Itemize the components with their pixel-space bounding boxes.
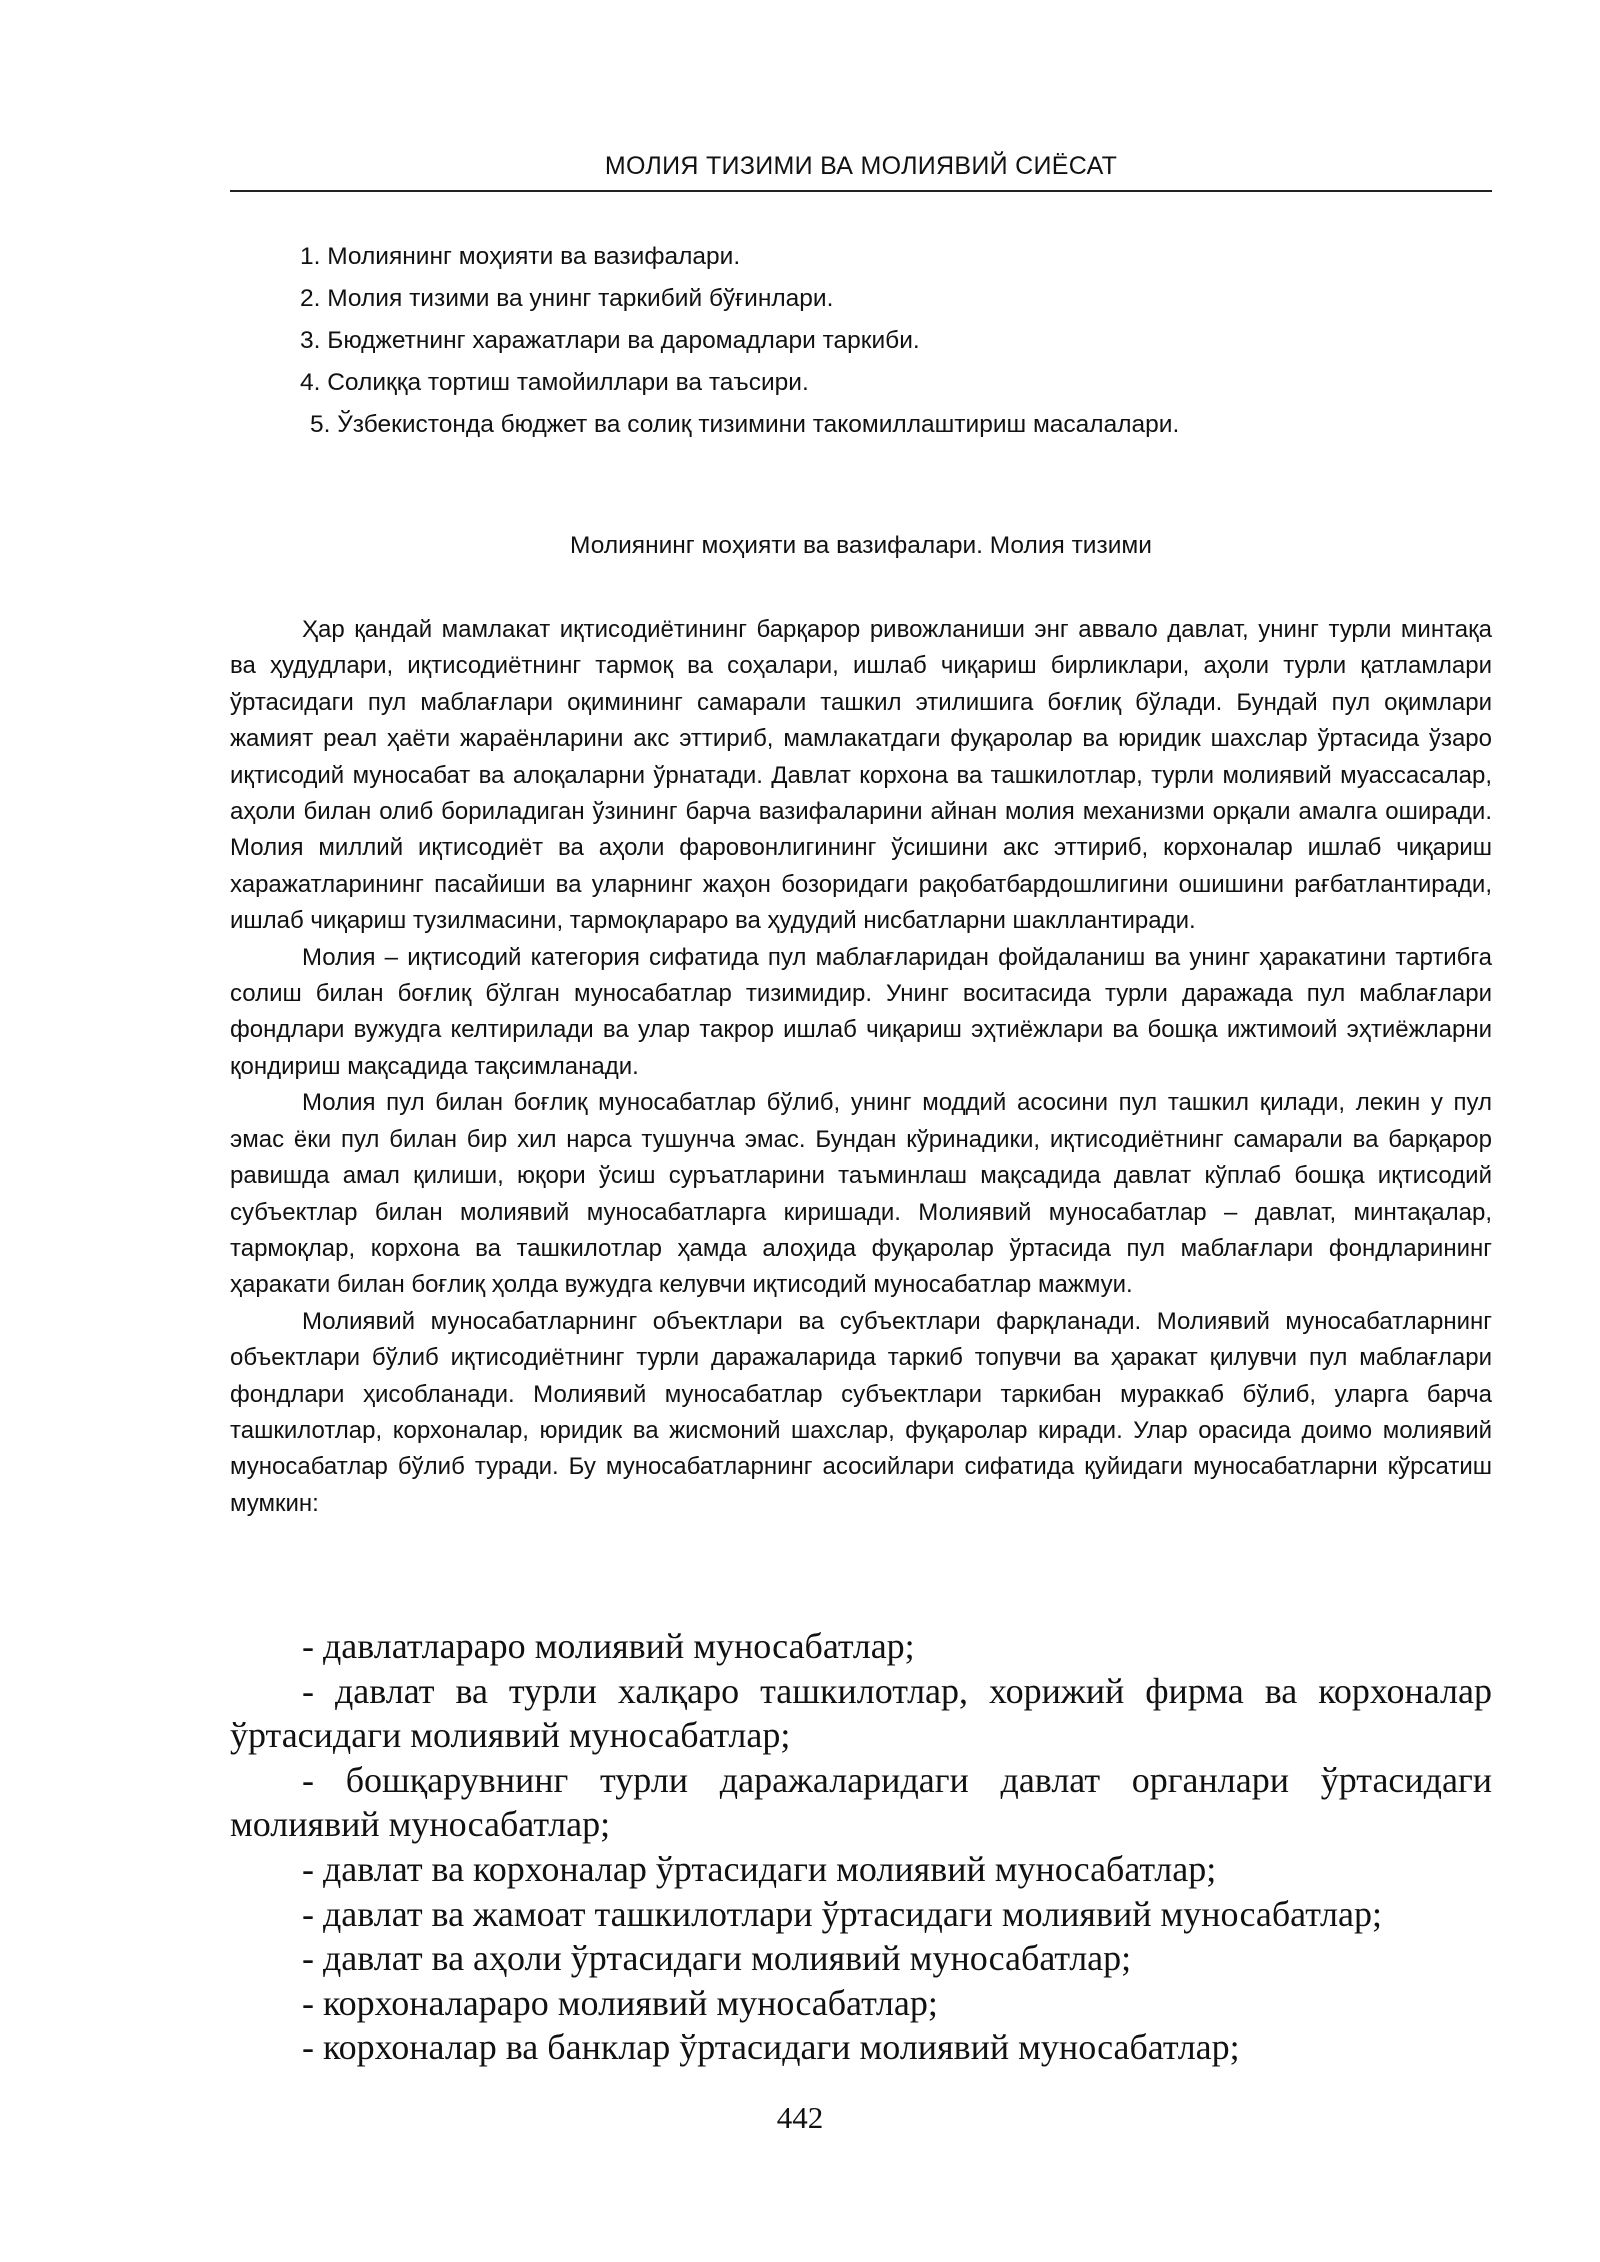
- section-title: Молиянинг моҳияти ва вазифалари. Молия тизими: [570, 532, 1152, 559]
- list-item: - корхоналараро молиявий муносабатлар;: [302, 1982, 938, 2023]
- paragraph: Молия – иқтисодий категория сифатида пул маблағларидан фойдаланиш ва унинг ҳаракатини тартибга солиш билан боғлиқ бўлган муносабатлар тизимидир. Унинг воситасида турли даражада пул маблағлари фондлари вужудга келтирилади ва улар такрор ишлаб чиқариш эҳтиёжлари ва бошқа ижтимоий эҳтиёжларни қондириш мақсадида тақсимланади.: [230, 943, 1492, 1080]
- list-item: - давлат ва турли халқаро ташкилотлар, хорижий фирма ва корхоналар ўртасидаги молиявий муносабатлар;: [230, 1670, 1492, 1756]
- list-item: - бошқарувнинг турли даражаларидаги давлат органлари ўртасидаги молиявий муносабатлар;: [230, 1759, 1492, 1845]
- topic-list: [300, 240, 1179, 450]
- list-item: - давлат ва жамоат ташкилотлари ўртасидаги молиявий муносабатлар;: [302, 1893, 1382, 1934]
- topic-item: 4. Солиққа тортиш тамойиллари ва таъсири.: [300, 369, 809, 396]
- paragraph: Ҳар қандай мамлакат иқтисодиётининг барқарор ривожланиши энг аввало давлат, унинг турли минтақа ва ҳудудлари, иқтисодиётнинг тармоқ ва соҳалари, ишлаб чиқариш бирликлари, аҳоли турли қатламлари ўртасидаги пул маблағлари оқимининг самарали ташкил этилишига боғлиқ бўлади. Бундай пул оқимлари жамият реал ҳаёти жараёнларини акс эттириб, мамлакатдаги фуқаролар ва юридик шахслар ўртасида ўзаро иқтисодий муносабат ва алоқаларни ўрнатади. Давлат корхона ва ташкилотлар, турли молиявий муассасалар, аҳоли билан олиб бориладиган ўзининг барча вазифаларини айнан молия механизми орқали амалга оширади. Молия миллий иқтисодиёт ва аҳоли фаровонлигининг ўсишини акс эттириб, корхоналар ишлаб чиқариш харажатларининг пасайиши ва уларнинг жаҳон бозоридаги рақобатбардошлигини ошишини рағбатлантиради, ишлаб чиқариш тузилмасини, тармоқлараро ва ҳудудий нисбатларни шакллантиради.: [230, 616, 1492, 935]
- list-item: - давлатлараро молиявий муносабатлар;: [302, 1626, 915, 1666]
- running-header: МОЛИЯ ТИЗИМИ ВА МОЛИЯВИЙ СИЁСАТ: [604, 152, 1118, 180]
- topic-item: 1. Молиянинг моҳияти ва вазифалари.: [300, 243, 741, 270]
- relations-list: [230, 1624, 1492, 2070]
- header-rule: [230, 190, 1492, 192]
- paragraph: Молия пул билан боғлиқ муносабатлар бўлиб, унинг моддий асосини пул ташкил қилади, лекин у пул эмас ёки пул билан бир хил нарса тушунча эмас. Бундан кўринадики, иқтисодиётнинг самарали ва барқарор равишда амал қилиши, юқори ўсиш суръатларини таъминлаш мақсадида давлат кўплаб бошқа иқтисодий субъектлар билан молиявий муносабатларга киришади. Молиявий муносабатлар – давлат, минтақалар, тармоқлар, корхона ва ташкилотлар ҳамда алоҳида фуқаролар ўртасида пул маблағлари фондларининг ҳаракати билан боғлиқ ҳолда вужудга келувчи иқтисодий муносабатлар мажмуи.: [230, 1089, 1492, 1299]
- body-text: [230, 612, 1492, 1522]
- list-item: - давлат ва корхоналар ўртасидаги молиявий муносабатлар;: [302, 1848, 1217, 1889]
- list-item: - давлат ва аҳоли ўртасидаги молиявий муносабатлар;: [302, 1938, 1132, 1979]
- topic-item: 3. Бюджетнинг харажатлари ва даромадлари таркиби.: [300, 327, 920, 354]
- page-number: 442: [776, 2100, 824, 2135]
- topic-item: 2. Молия тизими ва унинг таркибий бўғинлари.: [300, 285, 834, 312]
- list-item: - корхоналар ва банклар ўртасидаги молиявий муносабатлар;: [302, 2027, 1240, 2068]
- paragraph: Молиявий муносабатларнинг объектлари ва субъектлари фарқланади. Молиявий муносабатларнинг объектлари бўлиб иқтисодиётнинг турли даражаларида таркиб топувчи ва ҳаракат қилувчи пул маблағлари фондлари ҳисобланади. Молиявий муносабатлар субъектлари таркибан мураккаб бўлиб, уларга барча ташкилотлар, корхоналар, юридик ва жисмоний шахслар, фуқаролар киради. Улар орасида доимо молиявий муносабатлар бўлиб туради. Бу муносабатларнинг асосийлари сифатида қуйидаги муносабатларни кўрсатиш мумкин:: [230, 1307, 1492, 1517]
- topic-item: 5. Ўзбекистонда бюджет ва солиқ тизимини такомиллаштириш масалалари.: [310, 411, 1180, 438]
